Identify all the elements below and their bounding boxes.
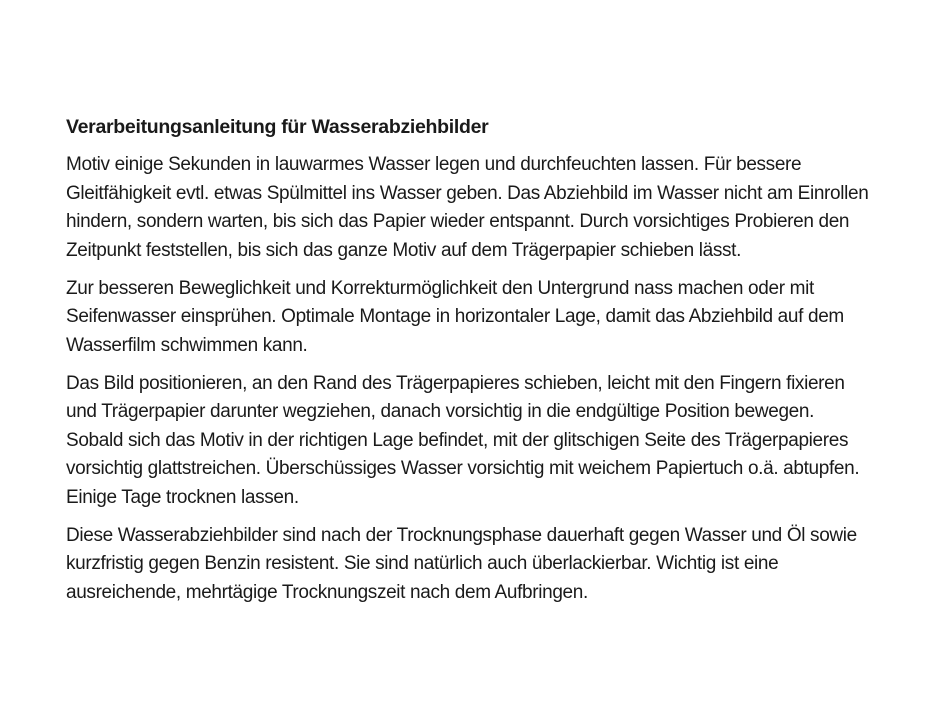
text-line: Wasserfilm schwimmen kann.	[66, 334, 308, 356]
text-line: Sobald sich das Motiv in der richtigen Lage befindet, mit der glitschigen Seite des Trägerpapieres	[66, 429, 849, 451]
text-line: und Trägerpapier darunter wegziehen, danach vorsichtig in die endgültige Position bewegen.	[66, 401, 815, 422]
document-title: Verarbeitungsanleitung für Wasserabziehbilder	[66, 116, 489, 138]
text-line: Zur besseren Beweglichkeit und Korrekturmöglichkeit den Untergrund nass machen oder mit	[66, 277, 814, 299]
text-line: Seifenwasser einsprühen. Optimale Montage in horizontaler Lage, damit das Abziehbild auf dem	[66, 306, 844, 327]
paragraph	[66, 370, 896, 513]
text-line: Das Bild positionieren, an den Rand des Trägerpapieres schieben, leicht mit den Fingern fixieren	[66, 372, 845, 394]
text-line: hindern, sondern warten, bis sich das Papier wieder entspannt. Durch vorsichtiges Probieren den	[66, 211, 850, 232]
paragraph	[66, 151, 896, 265]
text-line: Diese Wasserabziehbilder sind nach der Trocknungsphase dauerhaft gegen Wasser und Öl sowie	[66, 524, 857, 546]
text-line: Motiv einige Sekunden in lauwarmes Wasser legen und durchfeuchten lassen. Für bessere	[66, 154, 802, 175]
text-line: Einige Tage trocknen lassen.	[66, 486, 299, 508]
text-line: Gleitfähigkeit evtl. etwas Spülmittel ins Wasser geben. Das Abziehbild im Wasser nicht am Einrollen	[66, 182, 869, 204]
text-line: ausreichende, mehrtägige Trocknungszeit nach dem Aufbringen.	[66, 581, 588, 603]
text-line: Zeitpunkt feststellen, bis sich das ganze Motiv auf dem Trägerpapier schieben lässt.	[66, 239, 742, 261]
paragraph	[66, 275, 896, 361]
document-body	[66, 113, 896, 607]
text-line: vorsichtig glattstreichen. Überschüssiges Wasser vorsichtig mit weichem Papiertuch o.ä. abtupfen.	[66, 458, 860, 479]
paragraph	[66, 522, 896, 608]
text-line: kurzfristig gegen Benzin resistent. Sie sind natürlich auch überlackierbar. Wichtig ist eine	[66, 553, 779, 574]
